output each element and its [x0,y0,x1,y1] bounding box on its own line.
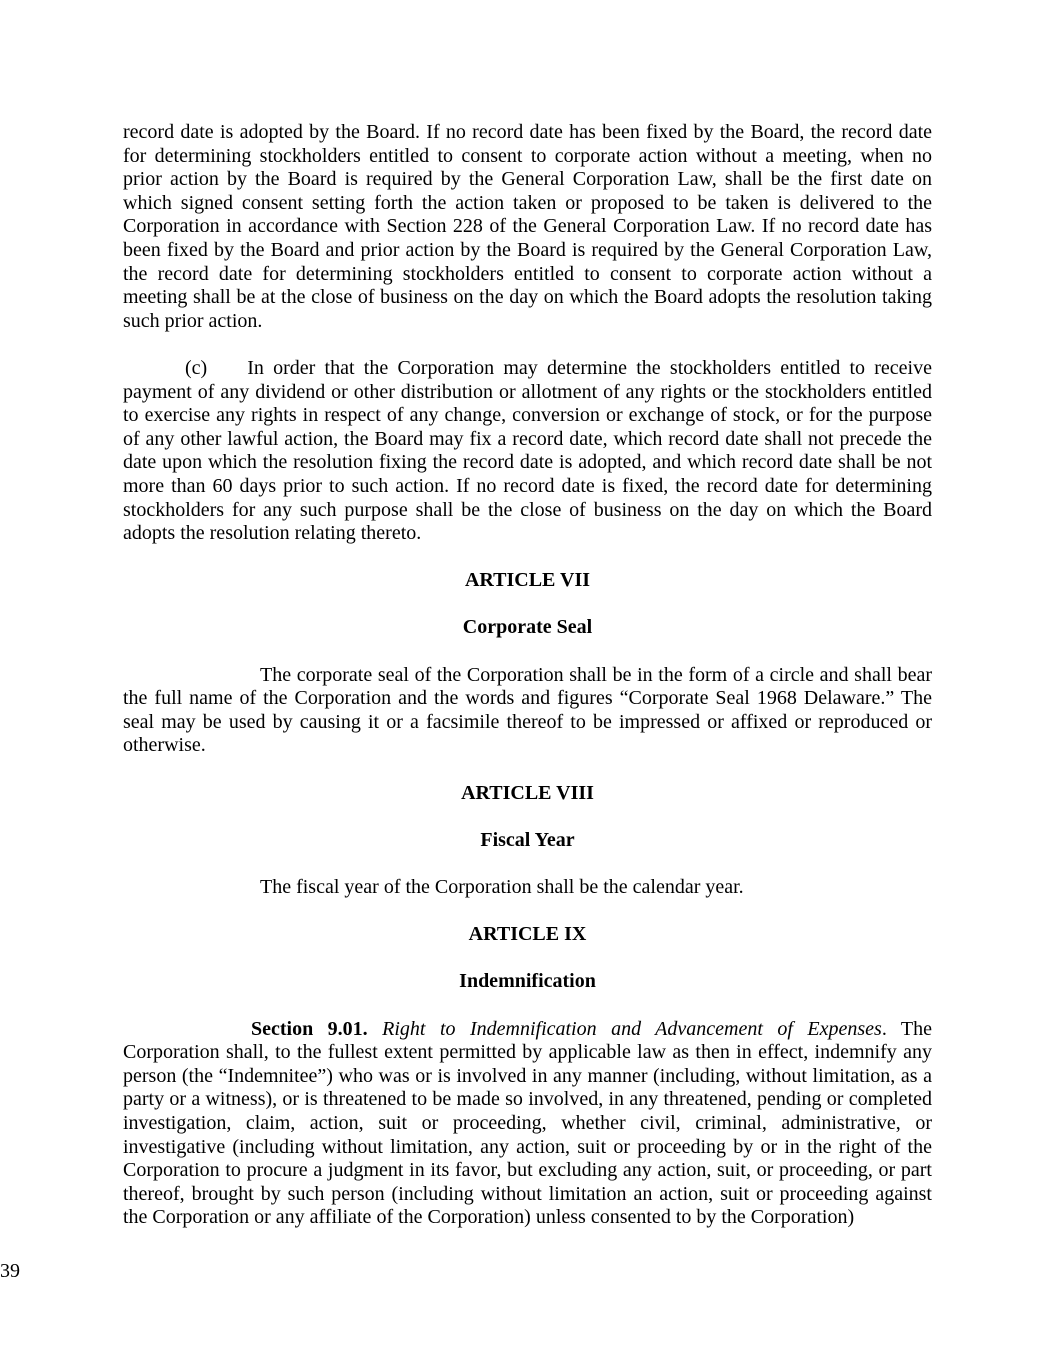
heading-fiscal-year: Fiscal Year [480,828,575,851]
section-901-text: . The Corporation shall, to the fullest extent permitted by applicable law as then in effect, indemnify any person (the “Indemnitee”) who was or is involved in any manner (including, without limitation, as a party or a witness), or is threatened to be made so involved, in any threatened, pending or completed investigation, claim, action, suit or proceeding, whether civil, criminal, administrative, or investigative (including without limitation, any action, suit or proceeding by or in the right of the Corporation to procure a judgment in its favor, but excluding any action, suit, or proceeding, or part thereof, brought by such person (including without limitation an action, suit or proceeding against the Corporation or any affiliate of the Corporation) unless consented to by the Corporation) [123,1017,933,1229]
list-marker-c: (c) [185,356,208,379]
heading-indemnification: Indemnification [459,970,596,993]
paragraph-fiscal-year: The fiscal year of the Corporation shall be the calendar year. [260,876,744,898]
paragraph-section-901 [123,1018,932,1230]
paragraph-c [123,357,932,546]
paragraph-record-date: record date is adopted by the Board. If no record date has been fixed by the Board, the record date for determining stockholders entitled to consent to corporate action without a meeting, when no prior action by the Board is required by the General Corporation Law, shall be the first date on which signed consent setting forth the action taken or proposed to be taken is delivered to the Corporation in accordance with Section 228 of the General Corporation Law. If no record date has been fixed by the Board and prior action by the Board is required by the General Corporation Law, the record date for determining stockholders entitled to consent to corporate action without a meeting shall be at the close of business on the day on which the Board adopts the resolution taking such prior action. [123,121,932,332]
paragraph-c-text: In order that the Corporation may determine the stockholders entitled to receive payment of any dividend or other distribution or allotment of any rights or the stockholders entitled to exercise any rights in respect of any change, conversion or exchange of stock, or for the purpose of any other lawful action, the Board may fix a record date, which record date shall not precede the date upon which the resolution fixing the record date is adopted, and which record date shall be not more than 60 days prior to such action. If no record date is fixed, the record date for determining stockholders for any such purpose shall be the close of business on the day on which the Board adopts the resolution relating thereto. [123,356,932,545]
heading-article-ix: ARTICLE IX [468,923,587,946]
section-901-title: Right to Indemnification and Advancement of Expenses [382,1017,882,1040]
page-number: 39 [0,1259,20,1282]
section-901-label: Section 9.01. [251,1017,368,1040]
heading-article-vii: ARTICLE VII [464,569,591,592]
heading-corporate-seal: Corporate Seal [462,616,593,639]
heading-article-viii: ARTICLE VIII [461,781,594,804]
paragraph-corporate-seal: The corporate seal of the Corporation shall be in the form of a circle and shall bear the full name of the Corporation and the words and figures “Corporate Seal 1968 Delaware.” The seal may be used by causing it or a facsimile thereof to be impressed or affixed or reproduced or otherwise. [123,663,932,757]
